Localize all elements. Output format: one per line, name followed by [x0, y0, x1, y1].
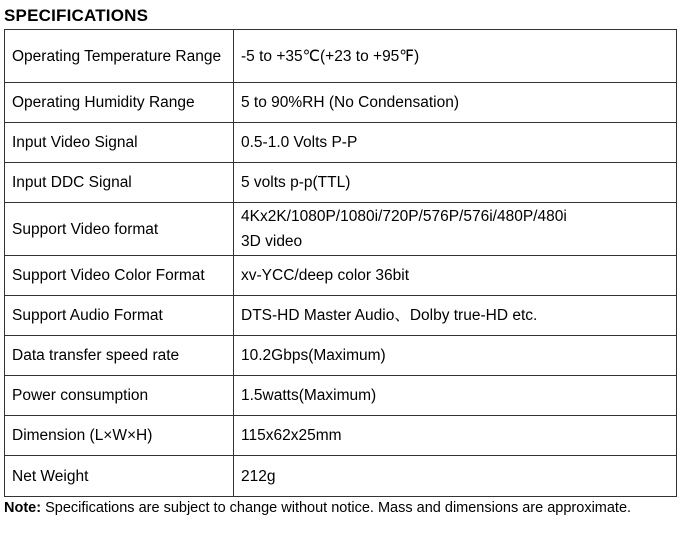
table-row	[5, 163, 677, 203]
spec-value: -5 to +35℃(+23 to +95℉)	[234, 30, 677, 83]
spec-label: Support Video Color Format	[5, 256, 234, 296]
table-row	[5, 376, 677, 416]
spec-label: Input DDC Signal	[5, 163, 234, 203]
spec-label: Data transfer speed rate	[5, 336, 234, 376]
spec-value-line: 3D video	[241, 233, 303, 250]
table-row	[5, 456, 677, 497]
spec-value: 1.5watts(Maximum)	[234, 376, 677, 416]
spec-value: 0.5-1.0 Volts P-P	[234, 123, 677, 163]
spec-label: Power consumption	[5, 376, 234, 416]
table-row	[5, 296, 677, 336]
spec-value: 5 volts p-p(TTL)	[234, 163, 677, 203]
spec-value: 212g	[234, 456, 677, 497]
table-row	[5, 336, 677, 376]
specifications-table	[4, 29, 677, 497]
spec-value: xv-YCC/deep color 36bit	[234, 256, 677, 296]
spec-label: Dimension (L×W×H)	[5, 416, 234, 456]
spec-value: DTS-HD Master Audio、Dolby true-HD etc.	[234, 296, 677, 336]
table-row	[5, 203, 677, 256]
note-label: Note:	[4, 500, 42, 516]
spec-label: Net Weight	[5, 456, 234, 497]
spec-label: Operating Temperature Range	[5, 30, 234, 83]
spec-value	[234, 203, 677, 256]
table-row	[5, 83, 677, 123]
table-row	[5, 256, 677, 296]
spec-label: Input Video Signal	[5, 123, 234, 163]
spec-value: 115x62x25mm	[234, 416, 677, 456]
page-title: SPECIFICATIONS	[4, 6, 149, 25]
spec-label: Support Video format	[5, 203, 234, 256]
table-row	[5, 30, 677, 83]
spec-value: 10.2Gbps(Maximum)	[234, 336, 677, 376]
note-text: Specifications are subject to change without notice. Mass and dimensions are approximate.	[41, 500, 632, 516]
spec-label: Operating Humidity Range	[5, 83, 234, 123]
footnote	[4, 499, 631, 517]
table-row	[5, 123, 677, 163]
spec-value-line: 4Kx2K/1080P/1080i/720P/576P/576i/480P/480i	[241, 208, 567, 225]
spec-value: 5 to 90%RH (No Condensation)	[234, 83, 677, 123]
table-row	[5, 416, 677, 456]
spec-label: Support Audio Format	[5, 296, 234, 336]
